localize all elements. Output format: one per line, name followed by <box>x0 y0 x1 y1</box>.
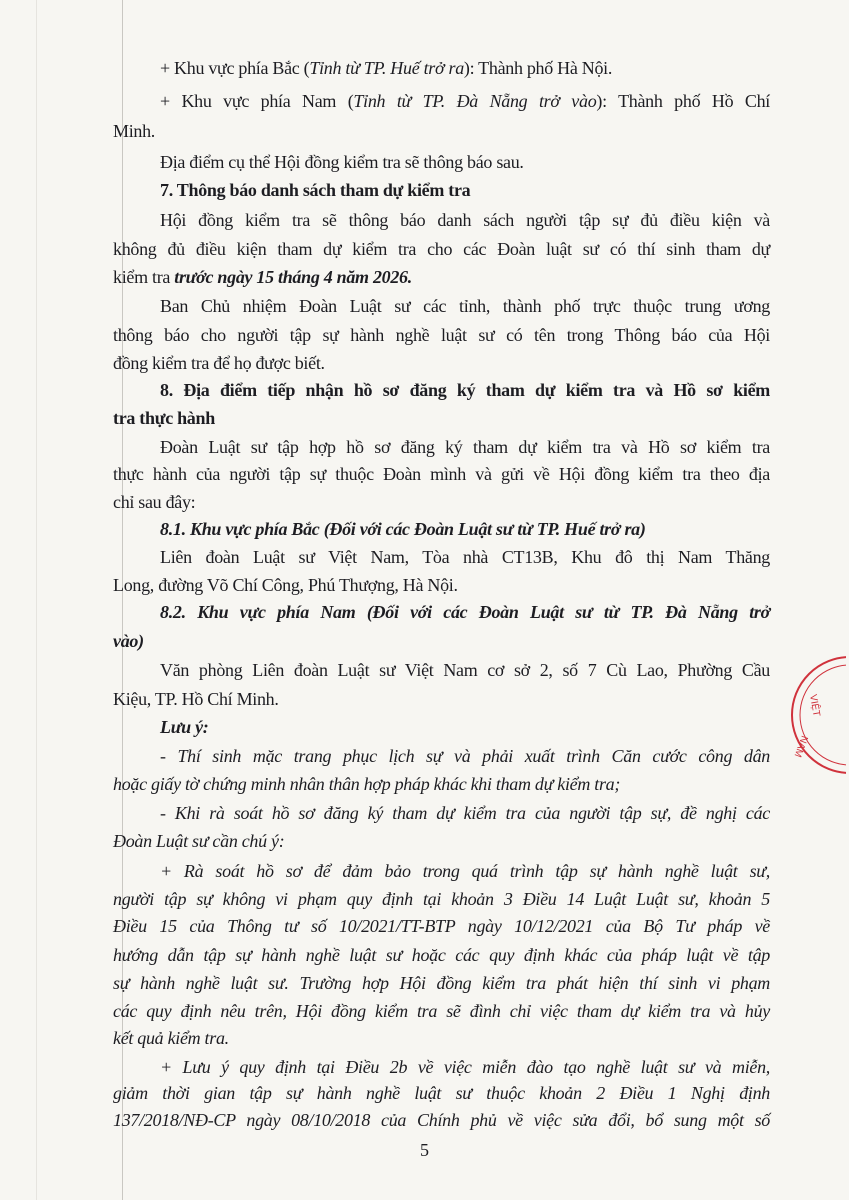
text-line: thực hành của người tập sự thuộc Đoàn mình và gửi về Hội đồng kiểm tra theo địa <box>113 464 770 484</box>
text-line: Minh. <box>113 121 156 141</box>
text-line: + Khu vực phía Bắc (Tỉnh từ TP. Huế trở ra): Thành phố Hà Nội. <box>160 58 613 78</box>
svg-text:VIỆT: VIỆT <box>807 693 822 718</box>
section-heading-8-cont: tra thực hành <box>113 408 215 428</box>
text-line: Địa điểm cụ thể Hội đồng kiểm tra sẽ thông báo sau. <box>160 152 524 172</box>
text-line: Văn phòng Liên đoàn Luật sư Việt Nam cơ sở 2, số 7 Cù Lao, Phường Cầu <box>160 660 770 680</box>
text-line: kiểm tra trước ngày 15 tháng 4 năm 2026. <box>113 267 412 287</box>
text-line: hoặc giấy tờ chứng minh nhân thân hợp pháp khác khi tham dự kiểm tra; <box>113 774 621 794</box>
subsection-heading-8-2-cont: vào) <box>113 631 144 651</box>
text-line: Ban Chủ nhiệm Đoàn Luật sư các tỉnh, thành phố trực thuộc trung ương <box>160 296 770 316</box>
text-line: - Khi rà soát hồ sơ đăng ký tham dự kiểm tra của người tập sự, đề nghị các <box>160 803 770 823</box>
text-line: Điều 15 của Thông tư số 10/2021/TT-BTP ngày 10/12/2021 của Bộ Tư pháp về <box>113 916 770 936</box>
section-heading-7: 7. Thông báo danh sách tham dự kiểm tra <box>160 180 471 200</box>
text-line: người tập sự không vi phạm quy định tại khoản 3 Điều 14 Luật Luật sư, khoản 5 <box>113 889 770 909</box>
text-line: Long, đường Võ Chí Công, Phú Thượng, Hà Nội. <box>113 575 458 595</box>
text-line: 137/2018/NĐ-CP ngày 08/10/2018 của Chính phủ về việc sửa đổi, bổ sung một số <box>113 1110 770 1130</box>
red-seal-stamp <box>780 655 846 775</box>
text-line: Liên đoàn Luật sư Việt Nam, Tòa nhà CT13B, Khu đô thị Nam Thăng <box>160 547 770 567</box>
text-line: kết quả kiểm tra. <box>113 1028 229 1048</box>
text-line: chỉ sau đây: <box>113 492 196 512</box>
scan-edge-line <box>36 0 37 1200</box>
text-line: + Rà soát hồ sơ để đảm bảo trong quá trình tập sự hành nghề luật sư, <box>160 861 770 881</box>
text-line: + Lưu ý quy định tại Điều 2b về việc miễn đào tạo nghề luật sư và miễn, <box>160 1057 770 1077</box>
subsection-heading-8-2: 8.2. Khu vực phía Nam (Đối với các Đoàn Luật sư từ TP. Đà Nẵng trở <box>160 602 770 622</box>
text-line: + Khu vực phía Nam (Tỉnh từ TP. Đà Nẵng trở vào): Thành phố Hồ Chí <box>160 91 771 111</box>
section-heading-8: 8. Địa điểm tiếp nhận hồ sơ đăng ký tham dự kiểm tra và Hồ sơ kiểm <box>160 380 770 400</box>
svg-text:NAM: NAM <box>791 733 810 759</box>
text-line: hướng dẫn tập sự hành nghề luật sư hoặc các quy định khác của pháp luật về tập <box>113 945 770 965</box>
text-line: thông báo cho người tập sự hành nghề luật sư có tên trong Thông báo của Hội <box>113 325 770 345</box>
text-line: Đoàn Luật sư cần chú ý: <box>113 831 285 851</box>
text-line: - Thí sinh mặc trang phục lịch sự và phải xuất trình Căn cước công dân <box>160 746 770 766</box>
text-line: Hội đồng kiểm tra sẽ thông báo danh sách người tập sự đủ điều kiện và <box>160 210 770 230</box>
page-number: 5 <box>420 1140 429 1160</box>
note-heading: Lưu ý: <box>160 717 209 737</box>
subsection-heading-8-1: 8.1. Khu vực phía Bắc (Đối với các Đoàn Luật sư từ TP. Huế trở ra) <box>160 519 646 539</box>
text-line: Đoàn Luật sư tập hợp hồ sơ đăng ký tham dự kiểm tra và Hồ sơ kiểm tra <box>160 437 770 457</box>
text-line: đồng kiểm tra để họ được biết. <box>113 353 325 373</box>
text-line: sự hành nghề luật sư. Trường hợp Hội đồng kiểm tra phát hiện thí sinh vi phạm <box>113 973 770 993</box>
text-line: Kiệu, TP. Hồ Chí Minh. <box>113 689 279 709</box>
text-line: giảm thời gian tập sự hành nghề luật sư thuộc khoản 2 Điều 1 Nghị định <box>113 1083 770 1103</box>
text-line: không đủ điều kiện tham dự kiểm tra cho các Đoàn luật sư có thí sinh tham dự <box>113 239 770 259</box>
text-line: các quy định nêu trên, Hội đồng kiểm tra sẽ đình chỉ việc tham dự kiểm tra và hủy <box>113 1001 770 1021</box>
